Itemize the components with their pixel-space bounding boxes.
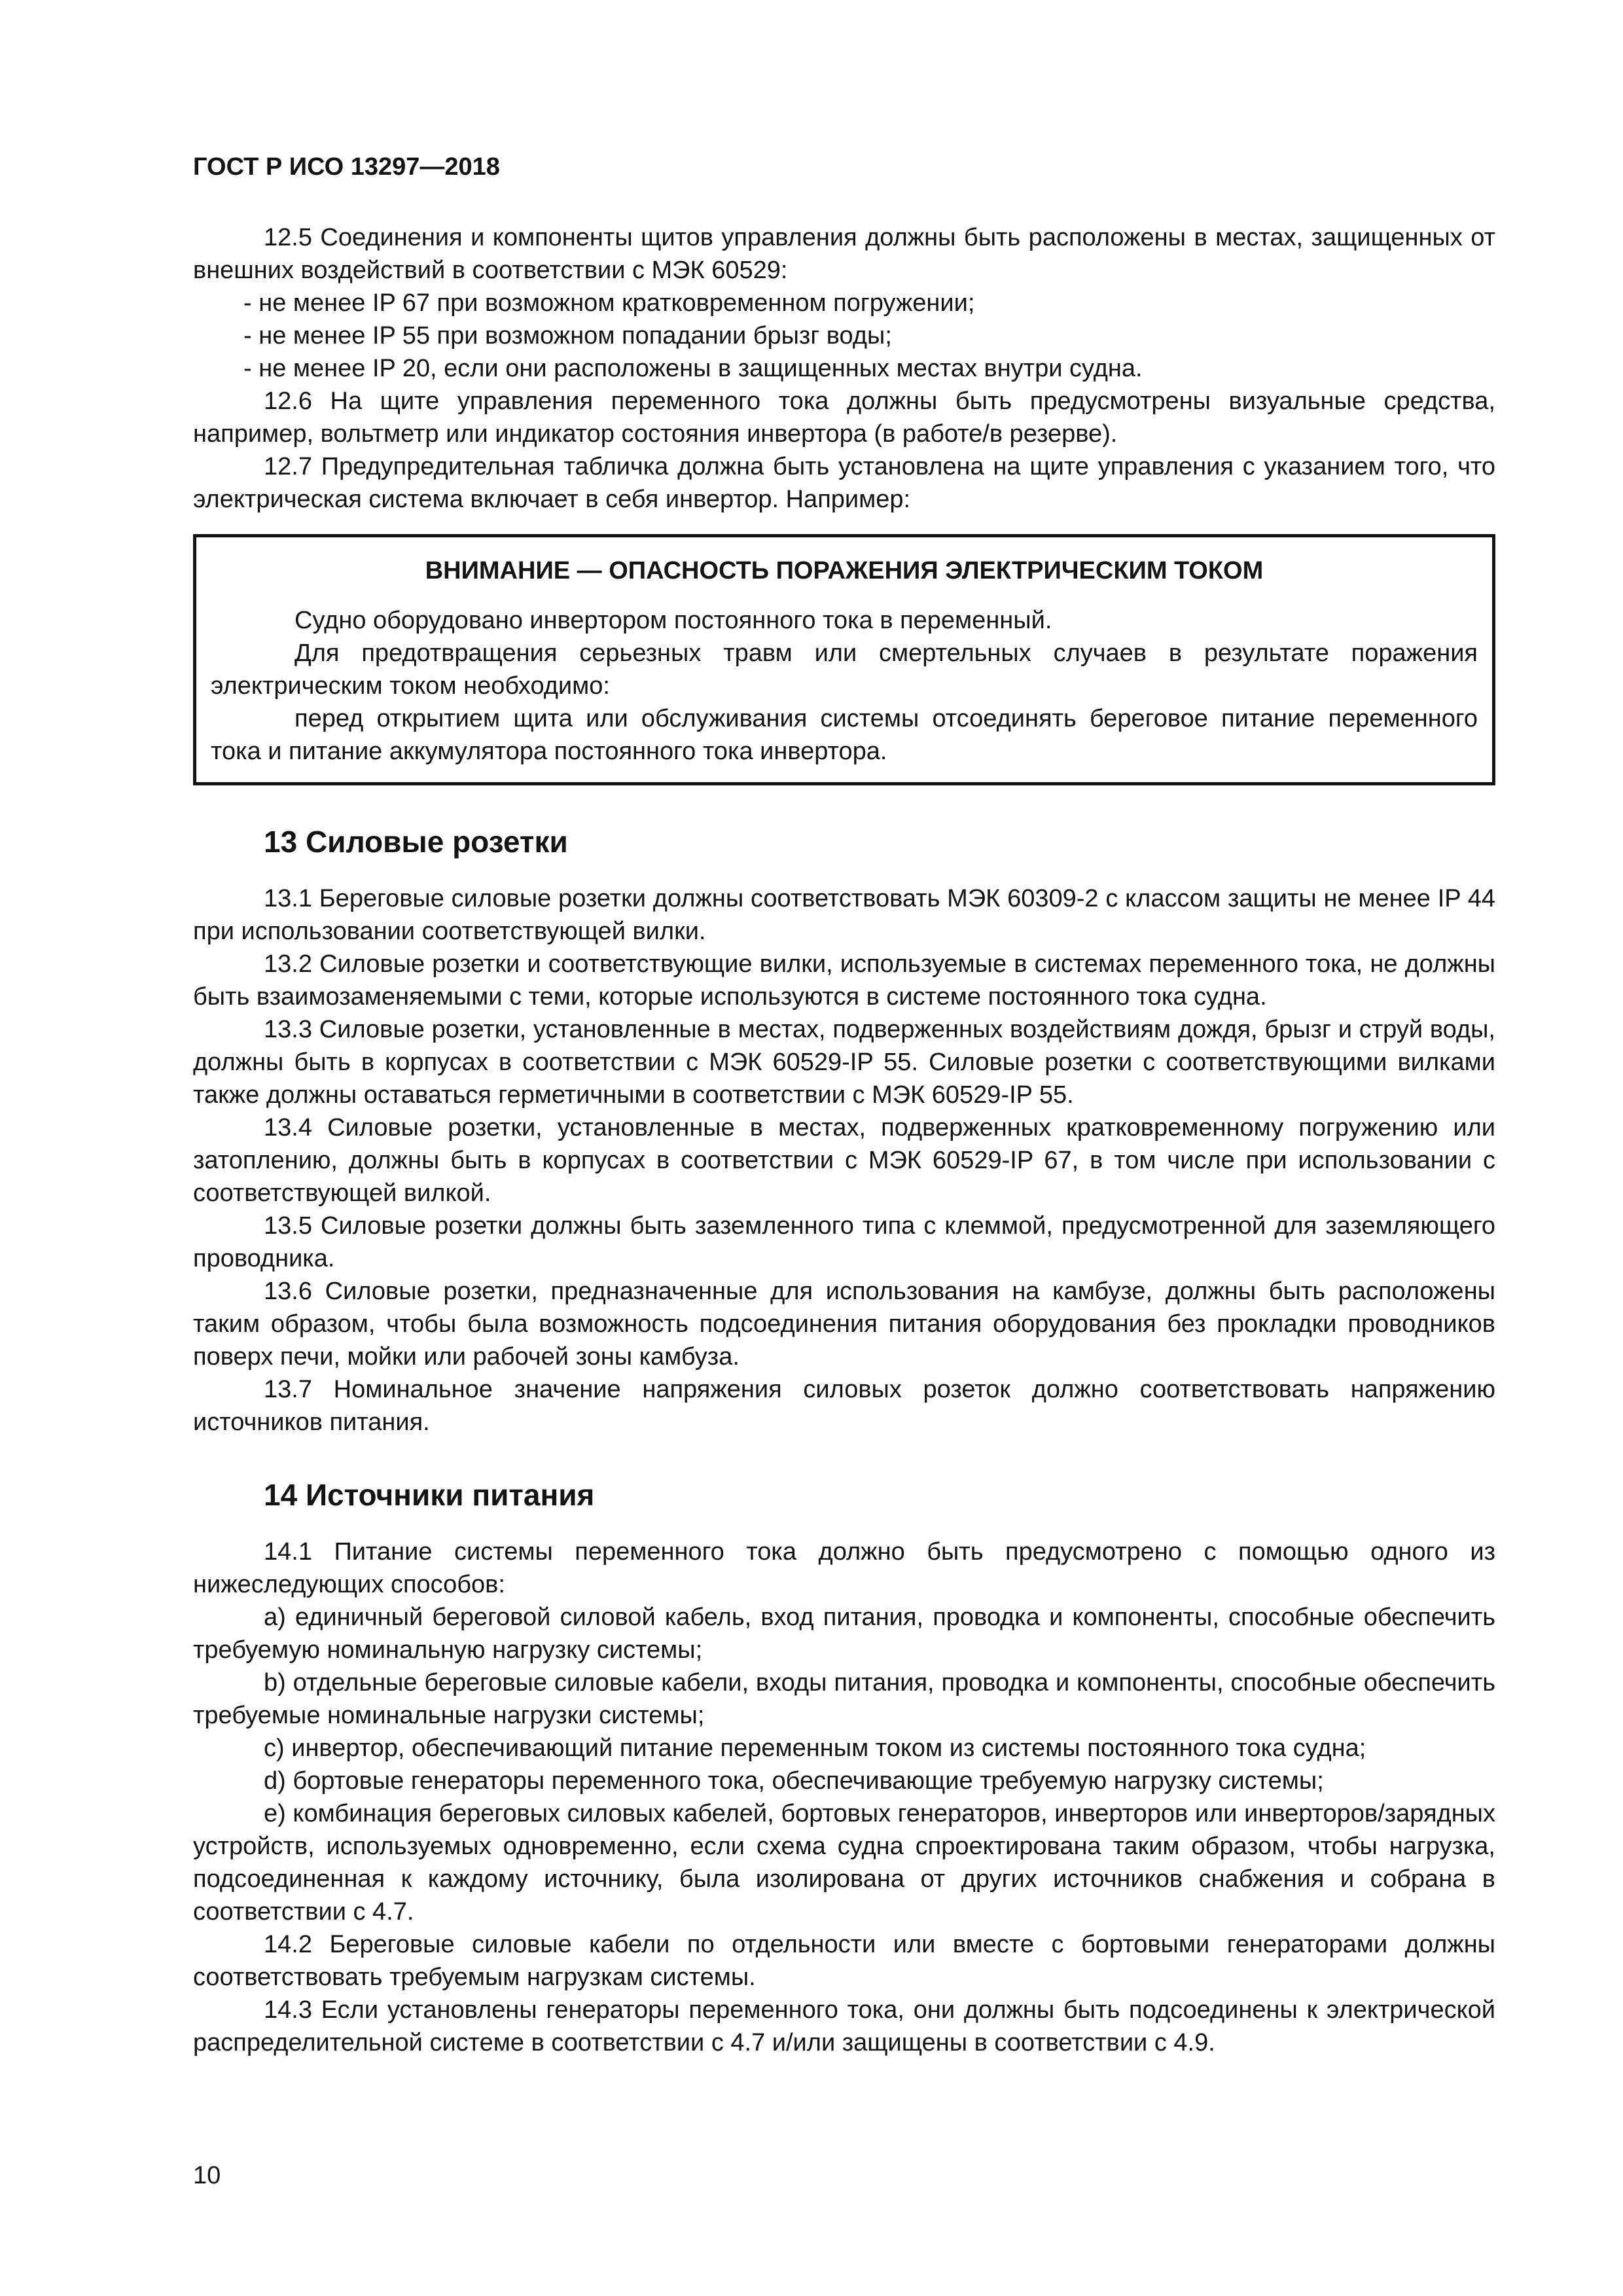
- paragraph-14-3: 14.3 Если установлены генераторы переменного тока, они должны быть подсоединены к электрической распределительной системе в соответствии с 4.7 и/или защищены в соответствии с 4.9.: [193, 1996, 1495, 2056]
- paragraph-13-5: 13.5 Силовые розетки должны быть заземленного типа с клеммой, предусмотренной для заземляющего проводника.: [193, 1212, 1495, 1272]
- document-header: ГОСТ Р ИСО 13297—2018: [193, 153, 500, 181]
- page-number: 10: [193, 2162, 221, 2189]
- list-item: - не менее IP 67 при возможном кратковременном погружении;: [243, 289, 975, 317]
- list-item: b) отдельные береговые силовые кабели, входы питания, проводка и компоненты, способные обеспечить требуемые номинальные нагрузки системы;: [193, 1669, 1495, 1729]
- paragraph-13-3: 13.3 Силовые розетки, установленные в местах, подверженных воздействиям дождя, брызг и струй воды, должны быть в корпусах в соответствии с МЭК 60529-IP 55. Силовые розетки с соответствующими вилками также должны оставаться герметичными в соответствии с МЭК 60529-IP 55.: [193, 1016, 1495, 1109]
- paragraph-13-6: 13.6 Силовые розетки, предназначенные для использования на камбузе, должны быть расположены таким образом, чтобы была возможность подсоединения питания оборудования без прокладки проводников поверх печи, мойки или рабочей зоны камбуза.: [193, 1278, 1495, 1371]
- list-item: e) комбинация береговых силовых кабелей, бортовых генераторов, инверторов или инверторов/зарядных устройств, используемых одновременно, если схема судна спроектирована таким образом, чтобы нагрузка, подсоединенная к каждому источнику, была изолирована от других источников снабжения и собрана в соответствии с 4.7.: [193, 1800, 1495, 1926]
- section-14-title: 14 Источники питания: [264, 1478, 595, 1512]
- warning-line: Для предотвращения серьезных травм или смертельных случаев в результате поражения электрическим током необходимо:: [211, 639, 1478, 700]
- paragraph-14-2: 14.2 Береговые силовые кабели по отдельности или вместе с бортовыми генераторами должны соответствовать требуемым нагрузкам системы.: [193, 1931, 1495, 1991]
- paragraph-13-1: 13.1 Береговые силовые розетки должны соответствовать МЭК 60309-2 с классом защиты не менее IP 44 при использовании соответствующей вилки.: [193, 885, 1495, 945]
- paragraph-14-1: 14.1 Питание системы переменного тока должно быть предусмотрено с помощью одного из нижеследующих способов:: [193, 1538, 1495, 1598]
- list-item: - не менее IP 20, если они расположены в защищенных местах внутри судна.: [243, 355, 1143, 382]
- paragraph-12-5: 12.5 Соединения и компоненты щитов управления должны быть расположены в местах, защищенных от внешних воздействий в соответствии с МЭК 60529:: [193, 224, 1495, 284]
- paragraph-13-2: 13.2 Силовые розетки и соответствующие вилки, используемые в системах переменного тока, не должны быть взаимозаменяемыми с теми, которые используются в системе постоянного тока судна.: [193, 950, 1495, 1011]
- paragraph-12-7: 12.7 Предупредительная табличка должна быть установлена на щите управления с указанием того, что электрическая система включает в себя инвертор. Например:: [193, 453, 1495, 513]
- paragraph-13-7: 13.7 Номинальное значение напряжения силовых розеток должно соответствовать напряжению источников питания.: [193, 1376, 1495, 1436]
- list-item: c) инвертор, обеспечивающий питание переменным током из системы постоянного тока судна;: [264, 1734, 1366, 1762]
- list-item: a) единичный береговой силовой кабель, вход питания, проводка и компоненты, способные обеспечить требуемую номинальную нагрузку системы;: [193, 1604, 1495, 1664]
- paragraph-12-6: 12.6 На щите управления переменного тока должны быть предусмотрены визуальные средства, например, вольтметр или индикатор состояния инвертора (в работе/в резерве).: [193, 387, 1495, 448]
- document-page: [193, 151, 1495, 2059]
- list-item: - не менее IP 55 при возможном попадании брызг воды;: [243, 322, 892, 350]
- warning-title: ВНИМАНИЕ — ОПАСНОСТЬ ПОРАЖЕНИЯ ЭЛЕКТРИЧЕСКИМ ТОКОМ: [425, 557, 1264, 584]
- section-13-title: 13 Силовые розетки: [264, 825, 568, 859]
- warning-line: перед открытием щита или обслуживания системы отсоединять береговое питание переменного тока и питание аккумулятора постоянного тока инвертора.: [211, 705, 1478, 765]
- warning-line: Судно оборудовано инвертором постоянного тока в переменный.: [294, 607, 1052, 634]
- paragraph-13-4: 13.4 Силовые розетки, установленные в местах, подверженных кратковременному погружению или затоплению, должны быть в корпусах в соответствии с МЭК 60529-IP 67, в том числе при использовании с соответствующей вилкой.: [193, 1114, 1495, 1207]
- warning-box: [193, 534, 1495, 785]
- list-item: d) бортовые генераторы переменного тока, обеспечивающие требуемую нагрузку системы;: [264, 1767, 1324, 1795]
